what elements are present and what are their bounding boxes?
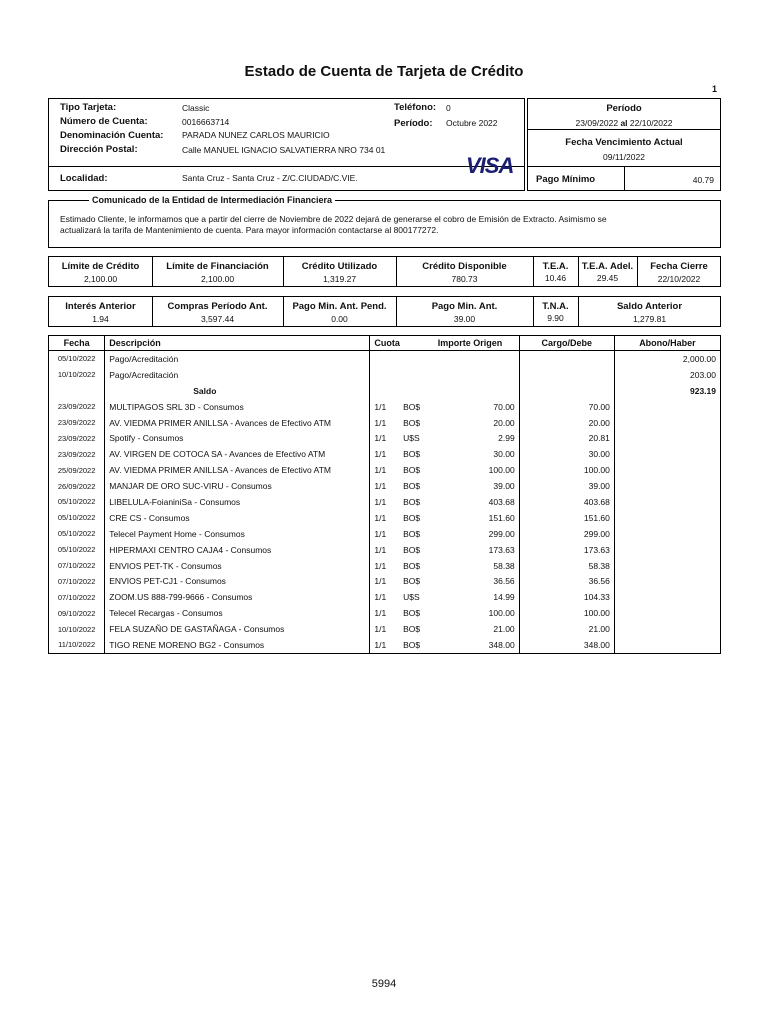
row-importe: 14.99 — [434, 589, 519, 605]
credito-utilizado-label: Crédito Utilizado — [301, 261, 378, 272]
row-moneda: BO$ — [403, 608, 421, 619]
row-abono — [614, 399, 720, 415]
row-cuota: 1/1 — [374, 528, 387, 539]
row-importe: 100.00 — [434, 605, 519, 621]
telefono-value: 0 — [446, 103, 451, 113]
interes-anterior-value: 1.94 — [92, 314, 109, 324]
table-row — [49, 367, 721, 383]
row-moneda: BO$ — [403, 624, 421, 635]
header-descripcion: Descripción — [105, 336, 370, 351]
row-cuota: 1/1 — [374, 544, 387, 555]
row-fecha: 07/10/2022 — [49, 573, 105, 589]
row-descripcion: AV. VIRGEN DE COTOCA SA - Avances de Efectivo ATM — [105, 446, 370, 462]
account-info-box — [48, 98, 525, 191]
row-importe: 36.56 — [434, 573, 519, 589]
row-fecha: 05/10/2022 — [49, 351, 105, 367]
row-moneda: BO$ — [403, 512, 421, 523]
row-cuota — [370, 367, 399, 383]
tea-adel-label: T.E.A. Adel. — [581, 261, 634, 272]
table-row — [49, 399, 721, 415]
row-cuota: 1/1 — [374, 576, 387, 587]
table-row — [49, 637, 721, 653]
credito-disponible-label: Crédito Disponible — [422, 261, 507, 272]
row-fecha: 07/10/2022 — [49, 558, 105, 574]
telefono-label: Teléfono: — [394, 102, 437, 113]
credito-disponible-value: 780.73 — [451, 274, 478, 284]
row-cargo: 299.00 — [519, 526, 614, 542]
table-header-row — [49, 336, 721, 351]
compras-periodo-value: 3,597.44 — [200, 314, 235, 324]
row-cargo: 70.00 — [519, 399, 614, 415]
row-importe: 403.68 — [434, 494, 519, 510]
table-row — [49, 605, 721, 621]
row-importe: 20.00 — [434, 415, 519, 431]
row-moneda: BO$ — [399, 637, 434, 653]
row-cuota: 1/1 — [374, 417, 387, 428]
credito-utilizado-value: 1,319.27 — [322, 274, 357, 284]
tna-value: 9.90 — [547, 313, 564, 323]
table-row — [49, 351, 721, 367]
compras-periodo-label: Compras Período Ant. — [167, 301, 268, 312]
periodo-label: Período: — [394, 118, 433, 129]
row-importe: 70.00 — [434, 399, 519, 415]
table-row — [49, 510, 721, 526]
row-moneda: BO$ — [403, 449, 421, 460]
row-fecha — [49, 383, 105, 399]
row-descripcion: Telecel Recargas - Consumos — [105, 605, 370, 621]
row-descripcion: MULTIPAGOS SRL 3D - Consumos — [105, 399, 370, 415]
pago-min-ant-value: 39.00 — [453, 314, 476, 324]
fecha-cierre-value: 22/10/2022 — [657, 274, 701, 284]
row-descripcion: TIGO RENE MORENO BG2 - Consumos — [105, 637, 370, 653]
direccion-value: Calle MANUEL IGNACIO SALVATIERRA NRO 734 01 — [182, 145, 386, 155]
row-moneda: U$S — [403, 433, 420, 444]
row-fecha: 05/10/2022 — [49, 510, 105, 526]
row-moneda — [399, 383, 434, 399]
pago-min-ant-label: Pago Min. Ant. — [431, 301, 498, 312]
table-row — [49, 589, 721, 605]
pago-minimo-label: Pago Mínimo — [536, 174, 596, 185]
row-descripcion: AV. VIEDMA PRIMER ANILLSA - Avances de Efectivo ATM — [105, 462, 370, 478]
row-descripcion: ENVIOS PET-TK - Consumos — [105, 558, 370, 574]
period-box — [527, 98, 721, 191]
row-importe: 348.00 — [434, 637, 519, 653]
saldo-anterior-value: 1,279.81 — [632, 314, 667, 324]
row-fecha: 23/09/2022 — [49, 430, 105, 446]
row-cargo: 151.60 — [519, 510, 614, 526]
row-fecha: 05/10/2022 — [49, 494, 105, 510]
row-cuota: 1/1 — [370, 637, 399, 653]
row-abono — [614, 526, 720, 542]
row-fecha: 23/09/2022 — [49, 399, 105, 415]
table-row — [49, 462, 721, 478]
row-moneda: BO$ — [403, 401, 421, 412]
row-importe: 100.00 — [434, 462, 519, 478]
row-abono — [614, 415, 720, 431]
row-cuota: 1/1 — [374, 401, 387, 412]
header-importe-origen: Importe Origen — [434, 336, 519, 351]
row-cuota: 1/1 — [374, 512, 387, 523]
saldo-value: 923.19 — [614, 383, 720, 399]
notice-line-2: actualizará la tarifa de Mantenimiento de cuenta. Para mayor información contactarse al 800177272. — [60, 225, 439, 235]
tipo-tarjeta-label: Tipo Tarjeta: — [60, 102, 117, 113]
tna-label: T.N.A. — [542, 301, 569, 312]
row-cuota: 1/1 — [374, 592, 387, 603]
denominacion-label: Denominación Cuenta: — [60, 130, 164, 141]
tea-label: T.E.A. — [542, 261, 569, 272]
row-fecha: 10/10/2022 — [49, 621, 105, 637]
row-abono — [614, 621, 720, 637]
period-al: al — [620, 118, 628, 128]
row-moneda — [399, 351, 434, 367]
limite-financiacion-label: Límite de Financiación — [166, 261, 269, 272]
row-fecha: 11/10/2022 — [49, 637, 105, 653]
limite-credito-label: Límite de Crédito — [61, 261, 140, 272]
row-descripcion: AV. VIEDMA PRIMER ANILLSA - Avances de Efectivo ATM — [105, 415, 370, 431]
row-abono: 2,000.00 — [614, 351, 720, 367]
header-cuota: Cuota — [370, 336, 434, 351]
row-cargo: 100.00 — [519, 605, 614, 621]
transactions-table — [48, 335, 721, 654]
row-importe: 21.00 — [434, 621, 519, 637]
row-abono — [614, 446, 720, 462]
notice-heading: Comunicado de la Entidad de Intermediación Financiera — [89, 195, 335, 205]
row-descripcion: MANJAR DE ORO SUC-VIRU - Consumos — [105, 478, 370, 494]
row-cuota — [370, 351, 399, 367]
row-abono — [614, 478, 720, 494]
row-abono — [614, 494, 720, 510]
row-cargo: 20.81 — [519, 430, 614, 446]
row-abono — [614, 637, 720, 653]
row-moneda: BO$ — [403, 417, 421, 428]
row-cuota: 1/1 — [374, 608, 387, 619]
tea-value: 10.46 — [544, 273, 567, 283]
row-cargo: 104.33 — [519, 589, 614, 605]
row-fecha: 23/09/2022 — [49, 446, 105, 462]
table-row — [49, 430, 721, 446]
row-moneda: BO$ — [403, 481, 421, 492]
row-importe: 30.00 — [434, 446, 519, 462]
row-abono: 203.00 — [614, 367, 720, 383]
interes-anterior-label: Interés Anterior — [65, 301, 136, 312]
row-moneda: U$S — [403, 592, 420, 603]
saldo-anterior-label: Saldo Anterior — [616, 301, 683, 312]
table-row — [49, 383, 721, 399]
row-cuota: 1/1 — [374, 624, 387, 635]
numero-cuenta-value: 0016663714 — [182, 117, 230, 127]
row-abono — [614, 542, 720, 558]
row-descripcion: Pago/Acreditación — [105, 367, 370, 383]
row-fecha: 05/10/2022 — [49, 542, 105, 558]
row-cuota — [370, 383, 399, 399]
row-abono — [614, 430, 720, 446]
row-moneda: BO$ — [403, 496, 421, 507]
notice-line-1: Estimado Cliente, le informamos que a partir del cierre de Noviembre de 2022 dejará de generarse el cobro de Emisión de Extracto. Asimismo se — [60, 214, 607, 224]
row-abono — [614, 510, 720, 526]
table-row — [49, 542, 721, 558]
limite-credito-value: 2,100.00 — [83, 274, 118, 284]
row-cargo: 100.00 — [519, 462, 614, 478]
notice-box — [48, 195, 721, 248]
row-cuota: 1/1 — [374, 449, 387, 460]
localidad-label: Localidad: — [60, 173, 108, 184]
periodo-value: Octubre 2022 — [446, 118, 498, 128]
table-row — [49, 494, 721, 510]
row-descripcion: Spotify - Consumos — [105, 430, 370, 446]
table-row — [49, 558, 721, 574]
denominacion-value: PARADA NUNEZ CARLOS MAURICIO — [182, 130, 330, 140]
table-row — [49, 526, 721, 542]
row-descripcion: Pago/Acreditación — [105, 351, 370, 367]
row-descripcion: Telecel Payment Home - Consumos — [105, 526, 370, 542]
row-cargo: 173.63 — [519, 542, 614, 558]
numero-cuenta-label: Número de Cuenta: — [60, 116, 148, 127]
table-row — [49, 573, 721, 589]
fecha-cierre-label: Fecha Cierre — [650, 261, 708, 272]
row-cargo — [519, 351, 614, 367]
row-fecha: 25/09/2022 — [49, 462, 105, 478]
row-cuota: 1/1 — [374, 465, 387, 476]
row-cuota: 1/1 — [374, 496, 387, 507]
header-cargo-debe: Cargo/Debe — [519, 336, 614, 351]
row-importe: 39.00 — [434, 478, 519, 494]
row-moneda: BO$ — [403, 560, 421, 571]
row-importe — [434, 351, 519, 367]
visa-logo: VISA — [466, 153, 514, 178]
row-fecha: 10/10/2022 — [49, 367, 105, 383]
row-cargo: 403.68 — [519, 494, 614, 510]
row-importe: 173.63 — [434, 542, 519, 558]
row-cuota: 1/1 — [374, 481, 387, 492]
row-moneda: BO$ — [403, 465, 421, 476]
row-abono — [614, 462, 720, 478]
row-importe — [434, 367, 519, 383]
row-cargo — [519, 383, 614, 399]
period-to: 22/10/2022 — [629, 118, 673, 128]
direccion-label: Dirección Postal: — [60, 144, 138, 155]
page-number: 1 — [712, 84, 718, 94]
row-cuota: 1/1 — [374, 433, 387, 444]
row-fecha: 07/10/2022 — [49, 589, 105, 605]
row-abono — [614, 558, 720, 574]
row-moneda: BO$ — [403, 544, 421, 555]
row-cargo: 21.00 — [519, 621, 614, 637]
limite-financiacion-value: 2,100.00 — [200, 274, 235, 284]
saldo-label: Saldo — [105, 383, 370, 399]
row-fecha: 26/09/2022 — [49, 478, 105, 494]
table-row — [49, 446, 721, 462]
row-descripcion: ENVIOS PET-CJ1 - Consumos — [105, 573, 370, 589]
pago-min-pend-value: 0.00 — [331, 314, 348, 324]
row-importe: 151.60 — [434, 510, 519, 526]
tipo-tarjeta-value: Classic — [182, 103, 210, 113]
vencimiento-value: 09/11/2022 — [603, 152, 645, 162]
period-from: 23/09/2022 — [575, 118, 619, 128]
row-importe — [434, 383, 519, 399]
row-moneda — [399, 367, 434, 383]
row-cargo: 348.00 — [519, 637, 614, 653]
row-moneda: BO$ — [403, 528, 421, 539]
summary-row-1 — [48, 256, 721, 287]
row-abono — [614, 589, 720, 605]
pago-min-pend-label: Pago Min. Ant. Pend. — [292, 301, 387, 312]
document-title: Estado de Cuenta de Tarjeta de Crédito — [244, 63, 524, 80]
header-abono-haber: Abono/Haber — [614, 336, 720, 351]
header-fecha: Fecha — [49, 336, 105, 351]
row-cargo: 39.00 — [519, 478, 614, 494]
row-cuota: 1/1 — [374, 560, 387, 571]
table-row — [49, 415, 721, 431]
row-abono — [614, 605, 720, 621]
row-moneda: BO$ — [403, 576, 421, 587]
row-descripcion: CRE CS - Consumos — [105, 510, 370, 526]
row-abono — [614, 573, 720, 589]
period-heading: Período — [606, 103, 642, 114]
summary-row-2 — [48, 296, 721, 327]
row-fecha: 23/09/2022 — [49, 415, 105, 431]
table-row — [49, 478, 721, 494]
row-descripcion: FELA SUZAÑO DE GASTAÑAGA - Consumos — [105, 621, 370, 637]
row-importe: 299.00 — [434, 526, 519, 542]
row-cargo — [519, 367, 614, 383]
row-descripcion: LIBELULA-FoianiniSa - Consumos — [105, 494, 370, 510]
row-descripcion: HIPERMAXI CENTRO CAJA4 - Consumos — [105, 542, 370, 558]
row-fecha: 09/10/2022 — [49, 605, 105, 621]
row-cargo: 30.00 — [519, 446, 614, 462]
row-cargo: 58.38 — [519, 558, 614, 574]
localidad-value: Santa Cruz - Santa Cruz - Z/C.CIUDAD/C.VIE. — [182, 173, 358, 183]
row-importe: 2.99 — [434, 430, 519, 446]
tea-adel-value: 29.45 — [596, 273, 619, 283]
row-importe: 58.38 — [434, 558, 519, 574]
table-row — [49, 621, 721, 637]
period-range — [528, 118, 720, 128]
row-cargo: 36.56 — [519, 573, 614, 589]
row-cargo: 20.00 — [519, 415, 614, 431]
footer-number: 5994 — [371, 978, 397, 990]
vencimiento-label: Fecha Vencimiento Actual — [565, 137, 683, 148]
pago-minimo-value: 40.79 — [692, 175, 714, 185]
row-fecha: 05/10/2022 — [49, 526, 105, 542]
row-descripcion: ZOOM.US 888-799-9666 - Consumos — [105, 589, 370, 605]
